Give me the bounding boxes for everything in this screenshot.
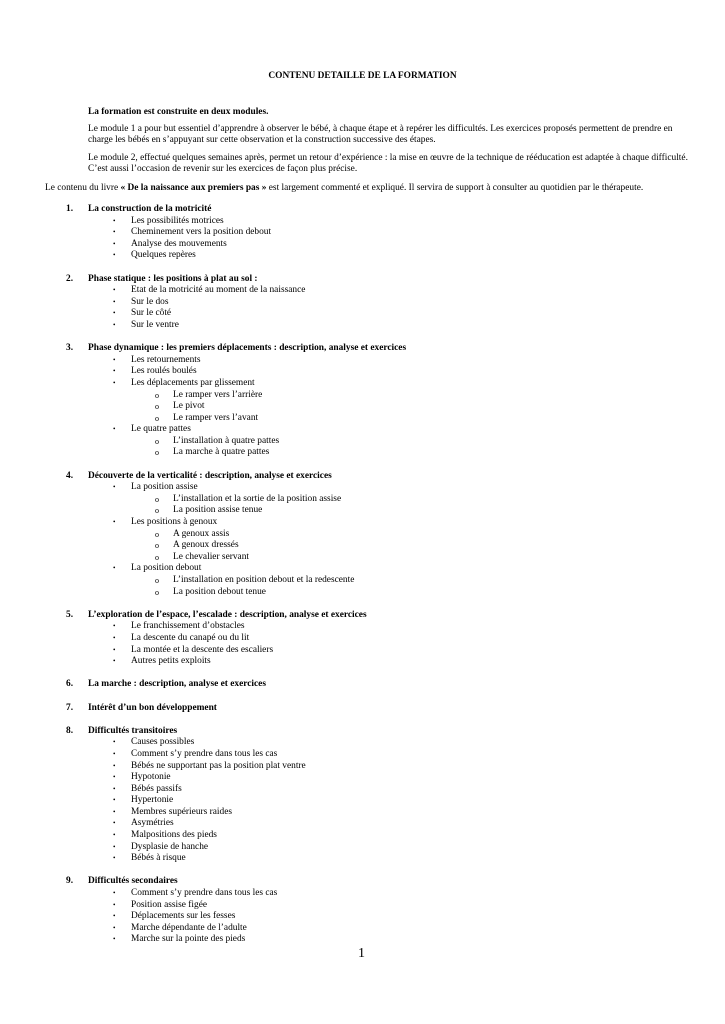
list-item-label: La descente du canapé ou du lit — [131, 632, 250, 643]
section — [0, 726, 725, 865]
bullet-icon: • — [113, 831, 116, 840]
section — [0, 471, 725, 599]
list-item-label: Hypotonie — [131, 772, 171, 783]
list-item — [0, 482, 725, 494]
sub-list-item — [0, 552, 725, 564]
list-item — [0, 900, 725, 912]
bullet-icon: • — [113, 819, 116, 828]
bullet-icon: • — [113, 425, 116, 434]
list-item — [0, 633, 725, 645]
section — [0, 679, 725, 691]
list-item-label: La montée et la descente des escaliers — [131, 644, 274, 655]
list-item — [0, 227, 725, 239]
bullet-icon: • — [113, 773, 116, 782]
list-item-label: Bébés passifs — [131, 783, 182, 794]
bullet-icon: • — [113, 807, 116, 816]
list-item — [0, 807, 725, 819]
section-title: Difficultés transitoires — [88, 725, 178, 736]
circle-bullet-icon: o — [155, 390, 159, 400]
bullet-icon: • — [113, 483, 116, 492]
list-item — [0, 517, 725, 529]
intro-heading: La formation est construite en deux modules. — [88, 107, 269, 117]
intro-module-1: Le module 1 a pour but essentiel d’apprendre à observer le bébé, à chaque étape et à repérer les difficultés. Les exercices proposés permettent de prendre en charge les bébés en s’appuyant sur cette observation et la construction successive des étapes. — [88, 124, 673, 146]
list-item — [0, 749, 725, 761]
list-item — [0, 888, 725, 900]
bullet-icon: • — [113, 645, 116, 654]
section-number: 6. — [66, 679, 74, 690]
list-item — [0, 366, 725, 378]
sub-list-item-label: A genoux dressés — [173, 540, 239, 551]
sub-list-item-label: Le chevalier servant — [173, 551, 249, 562]
list-item-label: Le franchissement d’obstacles — [131, 621, 245, 632]
list-item-label: Comment s’y prendre dans tous les cas — [131, 748, 278, 759]
list-item — [0, 621, 725, 633]
sub-list-item — [0, 505, 725, 517]
section-number: 5. — [66, 609, 74, 620]
bullet-icon: • — [113, 216, 116, 225]
circle-bullet-icon: o — [155, 529, 159, 539]
bullet-icon: • — [113, 251, 116, 260]
list-item — [0, 297, 725, 309]
section-number: 3. — [66, 343, 74, 354]
list-item-label: Les possibilités motrices — [131, 215, 224, 226]
list-item-label: Marche sur la pointe des pieds — [131, 934, 246, 945]
sub-list-item — [0, 529, 725, 541]
list-item-label: Membres supérieurs raides — [131, 806, 233, 817]
circle-bullet-icon: o — [155, 552, 159, 562]
list-item-label: Les roulés boulés — [131, 366, 197, 377]
bullet-icon: • — [113, 842, 116, 851]
section — [0, 610, 725, 668]
bullet-icon: • — [113, 749, 116, 758]
section-number: 4. — [66, 470, 74, 481]
book-title: « De la naissance aux premiers pas » — [120, 183, 267, 193]
section-heading — [0, 343, 725, 355]
section-title: Découverte de la verticalité : description, analyse et exercices — [88, 470, 332, 481]
bullet-icon: • — [113, 935, 116, 944]
bullet-icon: • — [113, 228, 116, 237]
circle-bullet-icon: o — [155, 413, 159, 423]
page-number: 1 — [358, 946, 365, 961]
sub-list-item — [0, 587, 725, 599]
section-heading — [0, 471, 725, 483]
bullet-icon: • — [113, 355, 116, 364]
list-item-label: Les positions à genoux — [131, 517, 218, 528]
list-item — [0, 761, 725, 773]
list-item — [0, 830, 725, 842]
bullet-icon: • — [113, 854, 116, 863]
list-item — [0, 842, 725, 854]
section-title: La marche : description, analyse et exercices — [88, 679, 266, 690]
list-item-label: Position assise figée — [131, 899, 208, 910]
list-item-label: La position debout — [131, 563, 202, 574]
sub-list-item-label: La position assise tenue — [173, 505, 263, 516]
list-item — [0, 285, 725, 297]
bullet-icon: • — [113, 367, 116, 376]
list-item — [0, 378, 725, 390]
circle-bullet-icon: o — [155, 436, 159, 446]
page-title: CONTENU DETAILLE DE LA FORMATION — [268, 71, 457, 81]
list-item-label: Les retournements — [131, 354, 201, 365]
list-item-label: Sur le côté — [131, 308, 172, 319]
bullet-icon: • — [113, 297, 116, 306]
list-item-label: Le quatre pattes — [131, 424, 191, 435]
section-title: Phase dynamique : les premiers déplacements : description, analyse et exercices — [88, 343, 407, 354]
list-item — [0, 934, 725, 946]
section — [0, 876, 725, 946]
sections-list — [0, 204, 725, 958]
list-item-label: Autres petits exploits — [131, 656, 211, 667]
section-number: 1. — [66, 204, 74, 214]
section-title: L’exploration de l’espace, l’escalade : description, analyse et exercices — [88, 609, 367, 620]
list-item-label: Cheminement vers la position debout — [131, 227, 272, 238]
section-number: 8. — [66, 725, 74, 736]
list-item — [0, 818, 725, 830]
list-item — [0, 645, 725, 657]
bullet-icon: • — [113, 286, 116, 295]
list-item-label: Dysplasie de hanche — [131, 841, 209, 852]
section-heading — [0, 204, 725, 216]
section-heading — [0, 726, 725, 738]
section — [0, 343, 725, 459]
list-item-label: Sur le ventre — [131, 319, 179, 330]
list-item-label: Quelques repères — [131, 250, 196, 261]
list-item-label: Malpositions des pieds — [131, 830, 217, 841]
sub-list-item-label: La marche à quatre pattes — [173, 447, 270, 458]
section-title: Intérêt d’un bon développement — [88, 702, 217, 713]
bullet-icon: • — [113, 518, 116, 527]
sub-list-item — [0, 575, 725, 587]
list-item — [0, 239, 725, 251]
bullet-icon: • — [113, 900, 116, 909]
list-item-label: La position assise — [131, 482, 198, 493]
list-item — [0, 923, 725, 935]
list-item — [0, 308, 725, 320]
list-item — [0, 320, 725, 332]
bullet-icon: • — [113, 309, 116, 318]
list-item-label: Déplacements sur les fesses — [131, 911, 236, 922]
sub-list-item-label: L’installation à quatre pattes — [173, 435, 280, 446]
circle-bullet-icon: o — [155, 448, 159, 458]
section-number: 7. — [66, 702, 74, 713]
bullet-icon: • — [113, 564, 116, 573]
circle-bullet-icon: o — [155, 402, 159, 412]
sub-list-item-label: Le ramper vers l’avant — [173, 412, 259, 423]
list-item — [0, 737, 725, 749]
list-item-label: Comment s’y prendre dans tous les cas — [131, 888, 278, 899]
section-number: 2. — [66, 273, 74, 284]
section-title: Phase statique : les positions à plat au sol : — [88, 273, 258, 284]
list-item — [0, 563, 725, 575]
list-item — [0, 911, 725, 923]
section-title: Difficultés secondaires — [88, 876, 178, 887]
section-heading — [0, 876, 725, 888]
intro-module-2: Le module 2, effectué quelques semaines après, permet un retour d’expérience : la mise en œuvre de la technique de rééducation est adaptée à chaque difficulté. C’est aussi l’occasion de revenir sur les exercices de façon plus précise. — [88, 153, 688, 175]
sub-list-item-label: La position debout tenue — [173, 586, 266, 597]
bullet-icon: • — [113, 657, 116, 666]
section-heading — [0, 679, 725, 691]
sub-list-item — [0, 540, 725, 552]
section-heading — [0, 610, 725, 622]
book-text-before: Le contenu du livre — [45, 183, 121, 193]
sub-list-item — [0, 494, 725, 506]
list-item — [0, 784, 725, 796]
book-text-after: est largement commenté et expliqué. Il servira de support à consulter au quotidien par le thérapeute. — [266, 183, 644, 193]
bullet-icon: • — [113, 796, 116, 805]
section-number: 9. — [66, 876, 74, 887]
list-item — [0, 795, 725, 807]
sub-list-item — [0, 401, 725, 413]
sub-list-item-label: A genoux assis — [173, 528, 230, 539]
section-heading — [0, 703, 725, 715]
bullet-icon: • — [113, 239, 116, 248]
sub-list-item — [0, 413, 725, 425]
list-item-label: Causes possibles — [131, 737, 195, 748]
circle-bullet-icon: o — [155, 587, 159, 597]
bullet-icon: • — [113, 923, 116, 932]
bullet-icon: • — [113, 889, 116, 898]
list-item-label: Bébés à risque — [131, 853, 186, 864]
list-item-label: Bébés ne supportant pas la position plat ventre — [131, 760, 306, 771]
list-item-label: Marche dépendante de l’adulte — [131, 922, 247, 933]
bullet-icon: • — [113, 912, 116, 921]
sub-list-item-label: L’installation et la sortie de la position assise — [173, 493, 342, 504]
list-item — [0, 656, 725, 668]
list-item-label: Asymétries — [131, 818, 174, 829]
bullet-icon: • — [113, 761, 116, 770]
circle-bullet-icon: o — [155, 506, 159, 516]
list-item — [0, 216, 725, 228]
sub-list-item — [0, 436, 725, 448]
list-item-label: Les déplacements par glissement — [131, 377, 255, 388]
list-item-label: Hypertonie — [131, 795, 174, 806]
sub-list-item — [0, 447, 725, 459]
list-item-label: Etat de la motricité au moment de la naissance — [131, 285, 306, 296]
sub-list-item — [0, 390, 725, 402]
section — [0, 703, 725, 715]
section — [0, 274, 725, 332]
bullet-icon: • — [113, 378, 116, 387]
section — [0, 204, 725, 262]
list-item — [0, 853, 725, 865]
book-paragraph — [45, 183, 715, 194]
list-item — [0, 355, 725, 367]
list-item-label: Analyse des mouvements — [131, 238, 227, 249]
circle-bullet-icon: o — [155, 576, 159, 585]
list-item — [0, 250, 725, 262]
section-title: La construction de la motricité — [88, 204, 212, 214]
list-item — [0, 772, 725, 784]
bullet-icon: • — [113, 784, 116, 793]
sub-list-item-label: L’installation en position debout et la redescente — [173, 575, 355, 585]
bullet-icon: • — [113, 320, 116, 329]
bullet-icon: • — [113, 633, 116, 642]
circle-bullet-icon: o — [155, 494, 159, 504]
list-item-label: Sur le dos — [131, 296, 169, 307]
section-heading — [0, 274, 725, 286]
list-item — [0, 424, 725, 436]
bullet-icon: • — [113, 738, 116, 747]
sub-list-item-label: Le pivot — [173, 401, 205, 412]
sub-list-item-label: Le ramper vers l’arrière — [173, 389, 263, 400]
bullet-icon: • — [113, 622, 116, 631]
circle-bullet-icon: o — [155, 541, 159, 551]
